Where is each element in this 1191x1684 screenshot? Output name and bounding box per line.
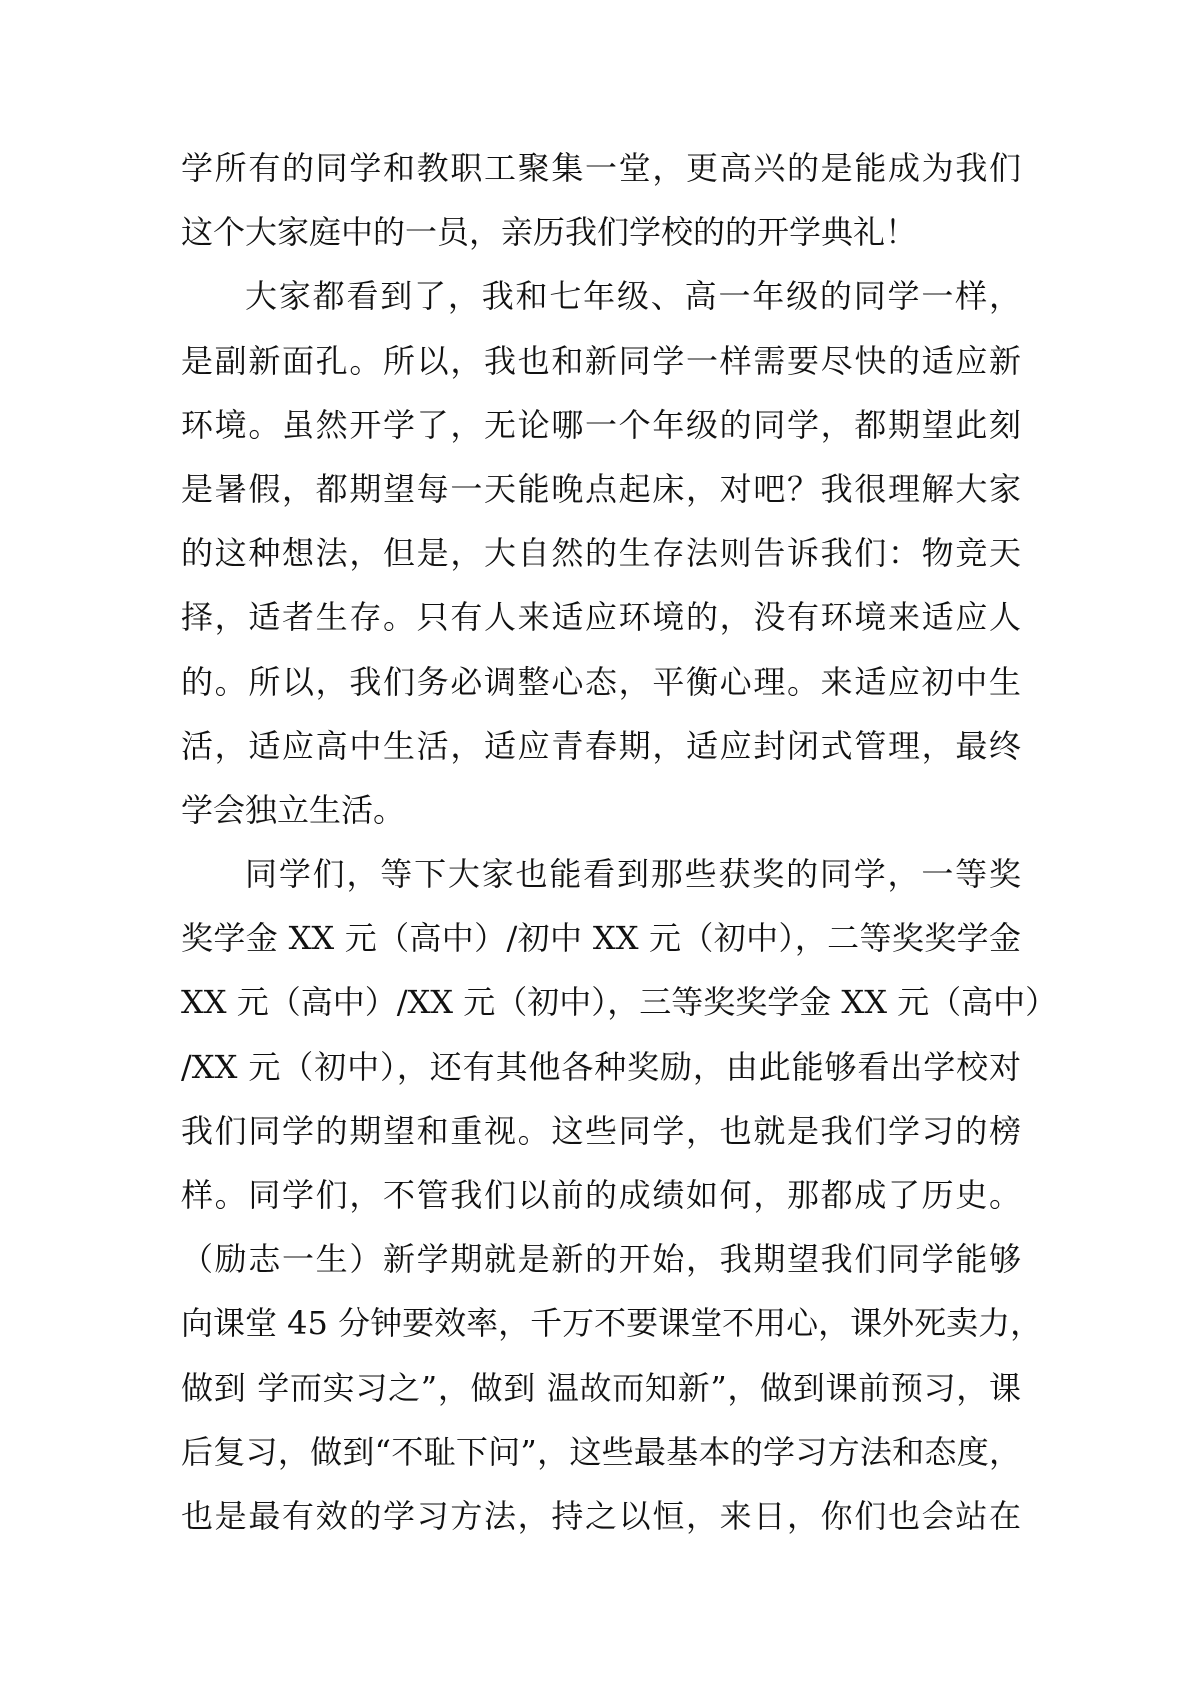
text-line: 学所有的同学和教职工聚集一堂，更高兴的是能成为我们 [181,149,1021,187]
text-line: 的这种想法，但是，大自然的生存法则告诉我们：物竞天 [181,534,1021,573]
text-line: 活，适应高中生活，适应青春期，适应封闭式管理，最终 [181,726,1021,765]
text-line: 是副新面孔。所以，我也和新同学一样需要尽快的适应新 [181,341,1021,380]
text-line: 大家都看到了，我和七年级、高一年级的同学一样， [245,277,1021,316]
text-line: 是暑假，都期望每一天能晚点起床，对吧？我很理解大家 [181,469,1021,508]
text-line: 也是最有效的学习方法，持之以恒，来日，你们也会站在 [181,1496,1021,1535]
text-line: 后复习，做到“不耻下问”，这些最基本的学习方法和态度， [181,1432,1021,1471]
text-line: （励志一生）新学期就是新的开始，我期望我们同学能够 [181,1240,1021,1279]
text-line: /XX 元（初中），还有其他各种奖励，由此能够看出学校对 [181,1047,1021,1086]
text-line: 奖学金 XX 元（高中）/初中 XX 元（初中），二等奖奖学金 [181,919,1021,958]
text-line: 学会独立生活。 [181,790,406,829]
text-line: 样。同学们，不管我们以前的成绩如何，那都成了历史。 [181,1176,1021,1214]
text-line: 的。所以，我们务必调整心态，平衡心理。来适应初中生 [181,662,1021,701]
text-line: XX 元（高中）/XX 元（初中），三等奖奖学金 XX 元（高中） [181,983,1058,1022]
document-body [181,136,1058,1548]
text-line: 做到 学而实习之”，做到 温故而知新”，做到课前预习，课 [181,1368,1021,1407]
text-line: 择，适者生存。只有人来适应环境的，没有环境来适应人 [181,598,1021,637]
text-line: 我们同学的期望和重视。这些同学，也就是我们学习的榜 [181,1111,1021,1150]
text-line: 同学们，等下大家也能看到那些获奖的同学，一等奖 [245,855,1021,894]
text-line: 向课堂 45 分钟要效率，千万不要课堂不用心，课外死卖力， [181,1304,1043,1343]
text-line: 这个大家庭中的一员，亲历我们学校的的开学典礼！ [181,213,918,252]
text-line: 环境。虽然开学了，无论哪一个年级的同学，都期望此刻 [181,405,1021,444]
